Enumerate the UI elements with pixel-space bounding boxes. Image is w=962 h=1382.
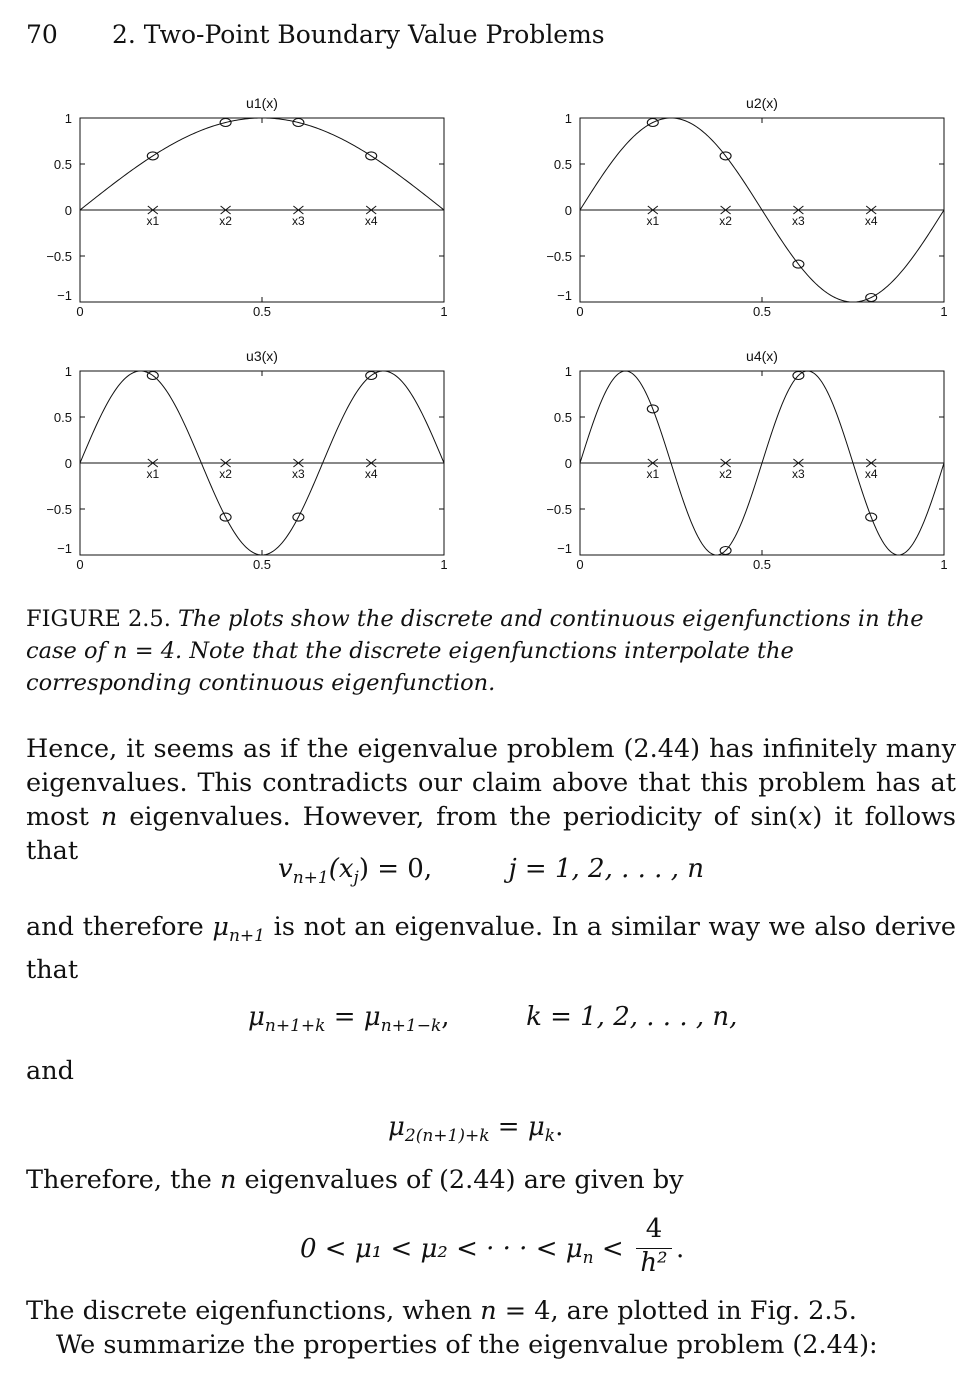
eq4-lt: < [593, 1234, 624, 1264]
y-tick-label: 0 [564, 203, 572, 218]
equation-eigen-bounds [300, 1214, 720, 1284]
plot-svg [0, 343, 450, 583]
plot-svg [500, 343, 950, 583]
grid-node-label: x4 [364, 214, 378, 228]
caption-label: FIGURE 2.5. [26, 606, 171, 632]
y-tick-label: −0.5 [546, 249, 572, 264]
x-tick-label: 1 [940, 557, 948, 572]
y-tick-label: −0.5 [546, 502, 572, 517]
y-tick-label: 0 [64, 203, 72, 218]
eq2-sub-left: n+1+k [264, 1016, 326, 1037]
figure-caption [26, 603, 956, 699]
x-tick-label: 1 [440, 557, 448, 572]
eq1-condition: j = 1, 2, . . . , n [508, 854, 704, 884]
x-tick-label: 0 [576, 557, 584, 572]
grid-node-label: x1 [646, 467, 660, 481]
x-tick-label: 1 [440, 304, 448, 319]
grid-node-label: x3 [792, 214, 805, 228]
eq1-x: (x [328, 854, 354, 884]
plot-title: u3(x) [246, 348, 278, 364]
equation-vn [278, 854, 704, 888]
plot-u1 [0, 90, 450, 334]
eq1-sub: n+1 [292, 868, 329, 889]
equation-mu-symmetry [248, 1002, 737, 1036]
y-tick-label: 0.5 [553, 157, 572, 172]
x-tick-label: 0 [76, 304, 84, 319]
y-tick-label: 1 [64, 111, 72, 126]
running-title: 2. Two-Point Boundary Value Problems [112, 20, 605, 49]
x-tick-label: 0.5 [752, 557, 772, 572]
p4-text-b: eigenvalues of (2.44) are given by [236, 1165, 684, 1195]
grid-node-label: x1 [146, 467, 160, 481]
p2-text-a: and therefore [26, 912, 213, 942]
plot-u3 [0, 343, 450, 587]
plot-title: u1(x) [246, 95, 278, 111]
p3-text: and [26, 1056, 74, 1086]
eq2-sub-right: n+1−k [380, 1016, 442, 1037]
y-tick-label: 1 [564, 111, 572, 126]
p4-text-a: Therefore, the [26, 1165, 220, 1195]
y-tick-label: −1 [557, 541, 572, 556]
y-tick-label: 1 [64, 364, 72, 379]
y-tick-label: 0.5 [553, 410, 572, 425]
eq4-numerator: 4 [645, 1214, 663, 1244]
eq4-sub-n: n [582, 1248, 594, 1269]
y-tick-label: 0.5 [53, 157, 72, 172]
plot-title: u4(x) [746, 348, 778, 364]
eq3-sub-k: k [544, 1126, 556, 1147]
eq2-mu-left: μ [248, 1002, 265, 1032]
x-tick-label: 0 [76, 557, 84, 572]
grid-node-label: x1 [646, 214, 660, 228]
y-tick-label: 0 [64, 456, 72, 471]
p2-mu: μ [212, 912, 229, 942]
grid-node-label: x3 [792, 467, 805, 481]
y-tick-label: −0.5 [46, 249, 72, 264]
paragraph-1 [26, 732, 956, 868]
equation-mu-periodic [388, 1112, 563, 1146]
x-tick-label: 0.5 [252, 557, 272, 572]
p4-var-n: n [219, 1165, 237, 1195]
eq1-rhs: ) = 0, [358, 854, 433, 884]
y-tick-label: −1 [557, 288, 572, 303]
paragraph-5 [26, 1294, 956, 1328]
eq4-end: . [676, 1234, 685, 1264]
p1-text-c: ) it follows that [26, 802, 956, 866]
grid-node-label: x2 [219, 467, 232, 481]
p1-text-a: Hence, it seems as if the eigenvalue problem (2.44) has infinitely many eigenvalues. This contradicts our claim above that this problem has at most [26, 734, 956, 832]
eq3-rhs: = μ [489, 1112, 545, 1142]
plot-title: u2(x) [746, 95, 778, 111]
plot-svg [0, 90, 450, 330]
p1-var-x: x [797, 802, 813, 832]
p6-text: We summarize the properties of the eigenvalue problem (2.44): [56, 1330, 878, 1360]
p5-text-b: = 4, are plotted in Fig. 2.5. [496, 1296, 857, 1326]
p1-text-b: eigenvalues. However, from the periodicity of sin( [117, 802, 798, 832]
eq3-mu: μ [388, 1112, 405, 1142]
p5-var-n: n [480, 1296, 497, 1326]
eq2-condition: k = 1, 2, . . . , n, [526, 1002, 738, 1032]
grid-node-label: x2 [719, 214, 732, 228]
paragraph-6 [56, 1328, 956, 1362]
grid-node-label: x2 [219, 214, 232, 228]
eq1-v: v [278, 854, 293, 884]
grid-node-label: x3 [292, 467, 305, 481]
x-tick-label: 1 [940, 304, 948, 319]
plot-u2 [500, 90, 950, 334]
grid-node-label: x2 [719, 467, 732, 481]
eq4-chain: 0 < μ₁ < μ₂ < · · · < μ [300, 1234, 583, 1264]
y-tick-label: −0.5 [46, 502, 72, 517]
grid-node-label: x1 [146, 214, 160, 228]
plot-svg [500, 90, 950, 330]
y-tick-label: 0 [564, 456, 572, 471]
x-tick-label: 0 [576, 304, 584, 319]
eq1-sub-j: j [353, 868, 359, 889]
paragraph-2 [26, 910, 956, 987]
eq2-equals: = [325, 1002, 364, 1032]
caption-text: The plots show the discrete and continuous eigenfunctions in the case of n = 4. Note that the discrete eigenfunctions interpolate the corresponding continuous eigenfunction. [26, 606, 924, 696]
y-tick-label: −1 [57, 288, 72, 303]
plot-u4 [500, 343, 950, 587]
p5-text-a: The discrete eigenfunctions, when [26, 1296, 481, 1326]
paragraph-4 [26, 1163, 956, 1197]
x-tick-label: 0.5 [252, 304, 272, 319]
y-tick-label: 0.5 [53, 410, 72, 425]
paragraph-3 [26, 1054, 956, 1088]
eq3-end: . [555, 1112, 564, 1142]
eq4-denominator: h² [640, 1248, 668, 1278]
p2-mu-sub: n+1 [228, 926, 265, 947]
y-tick-label: −1 [57, 541, 72, 556]
grid-node-label: x4 [864, 214, 878, 228]
grid-node-label: x4 [864, 467, 878, 481]
page-number: 70 [26, 20, 58, 49]
eq3-sub: 2(n+1)+k [404, 1126, 490, 1147]
eq2-comma: , [441, 1002, 450, 1032]
y-tick-label: 1 [564, 364, 572, 379]
eq2-mu-right: μ [363, 1002, 381, 1032]
running-header [26, 20, 605, 49]
p1-var-n: n [100, 802, 118, 832]
grid-node-label: x3 [292, 214, 305, 228]
continuous-curve [80, 118, 444, 210]
p2-text-b: is not an eigenvalue. In a similar way we also derive that [26, 912, 956, 986]
grid-node-label: x4 [364, 467, 378, 481]
x-tick-label: 0.5 [752, 304, 772, 319]
